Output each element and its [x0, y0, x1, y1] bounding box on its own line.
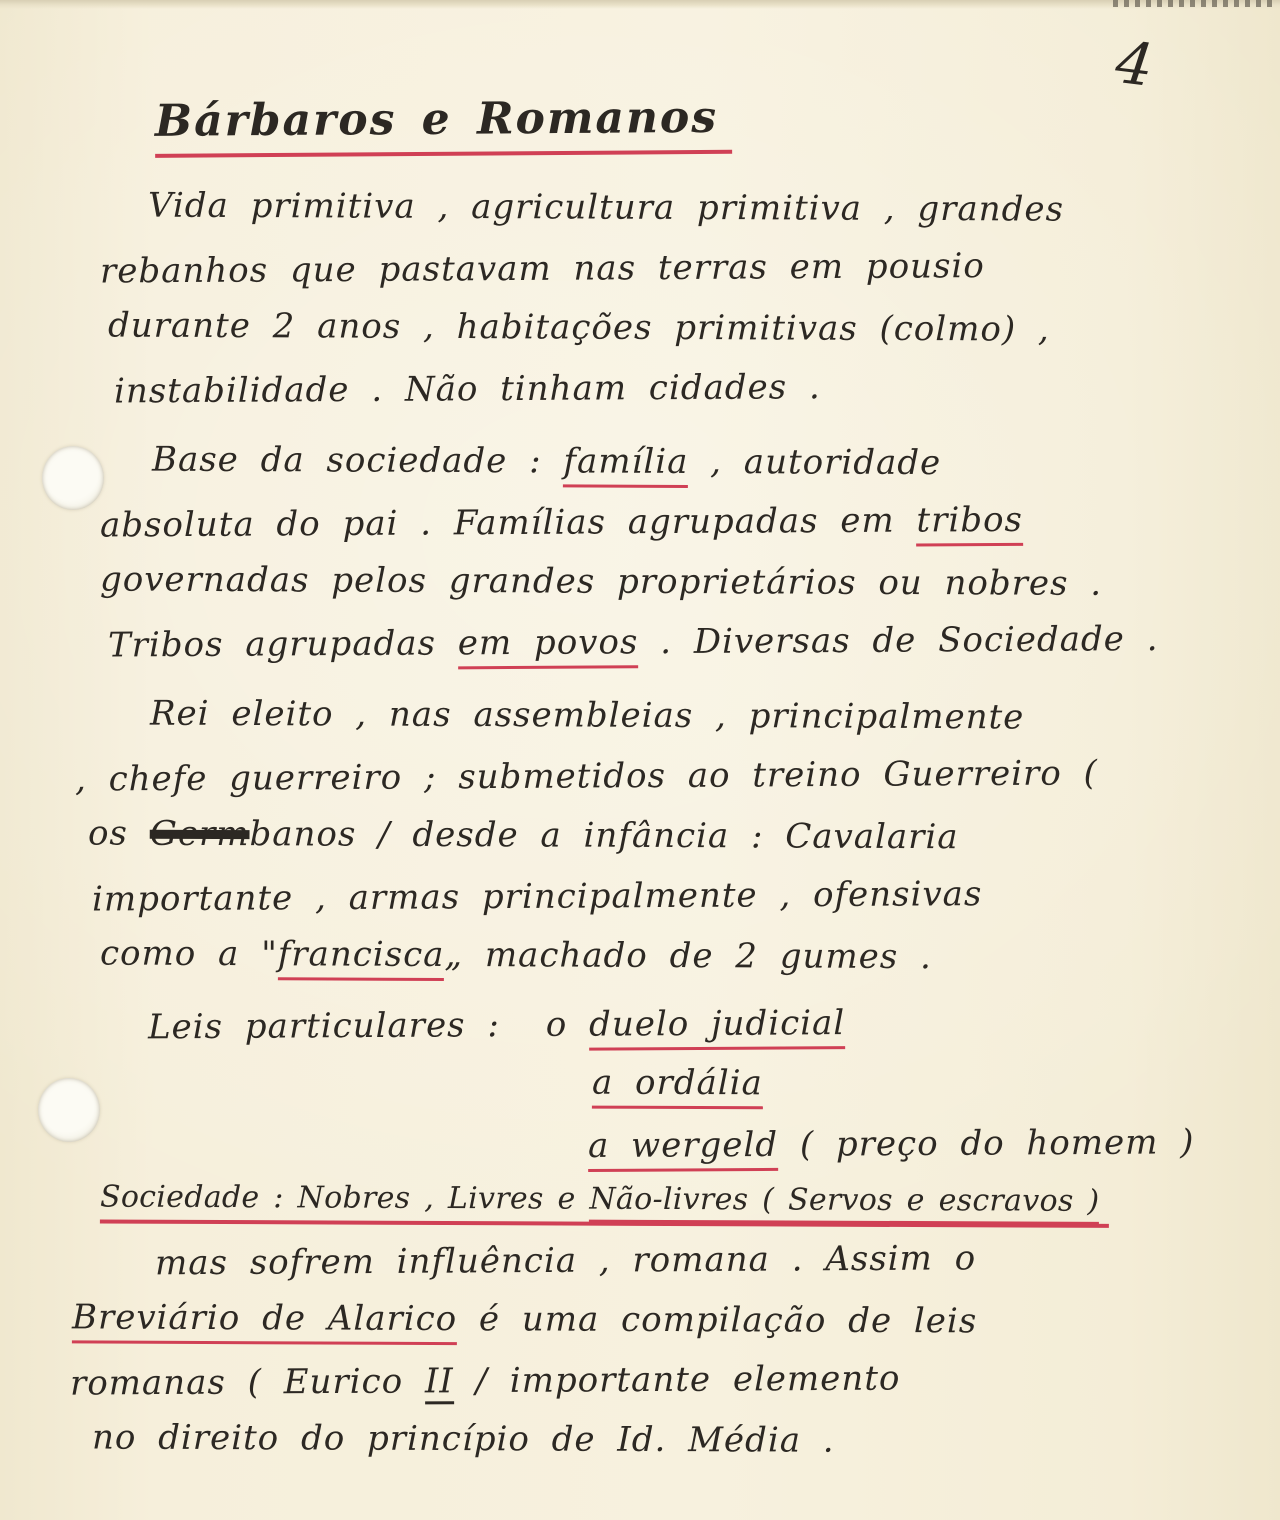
- handwritten-line: [100, 1167, 1250, 1232]
- text-segment: , chefe guerreiro ; submetidos ao treino Guerreiro (: [74, 753, 1098, 800]
- text-segment: romanas ( Eurico: [69, 1361, 426, 1404]
- text-segment: durante 2 anos , habitações primitivas (colmo) ,: [107, 305, 1050, 350]
- underlined-term: Breviário de Alarico: [72, 1297, 457, 1345]
- note-title: [155, 82, 1251, 182]
- handwritten-line: [150, 684, 1250, 749]
- handwritten-line: [152, 430, 1250, 495]
- handwritten-line: [148, 176, 1250, 241]
- handwritten-line: [92, 862, 1250, 929]
- underlined-term: a wergeld: [588, 1125, 778, 1172]
- text-segment: é uma compilação de leis: [457, 1299, 978, 1342]
- handwritten-line: [88, 803, 1250, 868]
- note-title-text: Bárbaros e Romanos: [155, 92, 733, 158]
- text-segment: „ machado de 2 gumes .: [444, 934, 932, 978]
- handwritten-line: [114, 355, 1250, 422]
- handwritten-line: [70, 1346, 1250, 1413]
- handwritten-line: [75, 742, 1250, 809]
- underlined-term: Não-livres ( Servos e escravos ): [589, 1182, 1099, 1225]
- text-segment: importante , armas principalmente , ofensivas: [91, 874, 983, 920]
- text-segment: rebanhos que pastavam nas terras em pousio: [99, 246, 985, 292]
- handwritten-line: [155, 1227, 1250, 1294]
- underlined-term: duelo judicial: [589, 1003, 845, 1051]
- text-segment: governadas pelos grandes proprietários ou nobres .: [99, 559, 1103, 604]
- text-segment: instabilidade . Não tinham cidades .: [113, 367, 821, 412]
- handwritten-line: [100, 923, 1250, 988]
- page-number: 4: [1112, 27, 1159, 101]
- handwritten-line: [148, 991, 1250, 1058]
- torn-top-edge: [0, 0, 1280, 9]
- handwritten-line: [100, 488, 1250, 555]
- handwritten-line: [108, 609, 1250, 676]
- handwritten-line: [72, 1287, 1250, 1352]
- handwritten-line: [588, 1112, 1250, 1176]
- text-segment: no direito do princípio de Id. Média .: [91, 1417, 835, 1461]
- underlined-term: francisca: [278, 934, 445, 981]
- text-segment: Base da sociedade :: [151, 439, 564, 482]
- handwritten-line: [108, 296, 1250, 361]
- text-segment: mas sofrem influência , romana . Assim o: [154, 1238, 977, 1284]
- underlined-term: tribos: [916, 500, 1023, 547]
- handwritten-notes: [69, 86, 1250, 1470]
- text-segment: . Diversas de Sociedade .: [638, 619, 1159, 663]
- text-segment: Rei eleito , nas assembleias , principalmente: [149, 693, 1025, 738]
- underlined-term: II: [425, 1361, 454, 1404]
- text-segment: Tribos agrupadas: [107, 623, 458, 666]
- text-segment: / importante elemento: [453, 1358, 901, 1402]
- underlined-term: família: [563, 441, 688, 488]
- handwritten-line: [100, 549, 1250, 614]
- perforation-marks: [1113, 0, 1278, 7]
- text-segment: Sociedade : Nobres , Livres e: [99, 1179, 590, 1217]
- text-segment: ( preço do homem ): [777, 1122, 1195, 1165]
- handwritten-line: [100, 234, 1250, 301]
- handwritten-line: [92, 1407, 1250, 1472]
- text-segment: Leis particulares :: [147, 1005, 500, 1048]
- hole-punch: [38, 1078, 100, 1142]
- handwritten-line: [592, 1053, 1250, 1116]
- underlined-term: em povos: [458, 622, 639, 669]
- text-segment: absoluta do pai . Famílias agrupadas em: [99, 500, 917, 546]
- hole-punch: [42, 446, 104, 510]
- underlined-term: a ordália: [592, 1063, 763, 1110]
- text-segment: como a ": [99, 933, 278, 975]
- text-segment: o: [545, 1004, 590, 1045]
- text-segment: os: [87, 813, 150, 854]
- text-segment: , autoridade: [688, 441, 942, 484]
- scribbled-out-word: Germ: [149, 813, 250, 855]
- text-segment: banos / desde a infância : Cavalaria: [249, 814, 959, 858]
- underlined-phrase: [100, 1179, 1110, 1227]
- text-segment: Vida primitiva , agricultura primitiva , grandes: [147, 185, 1065, 230]
